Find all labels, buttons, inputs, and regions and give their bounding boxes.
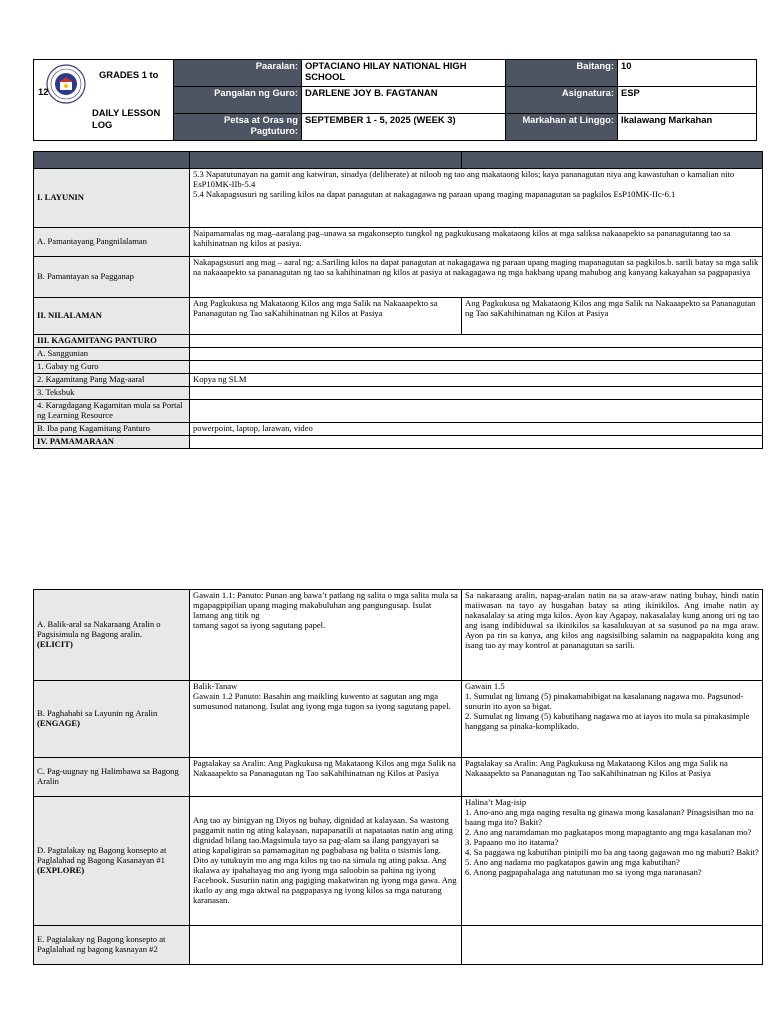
engage-activity-title: Balik-Tanaw: [193, 681, 238, 691]
explore-question-5: 5. Ano ang nadama mo pagkatapos gawin ang mga kabutihan?: [465, 856, 680, 867]
table-row: [34, 335, 763, 348]
elicit-review: Sa nakaraang aralin, napag-aralan natin na sa araw-araw nating buhay, hindi natin maiiwasan na tayo ay husgahan batay sa ating ikinikilos. Ang imahe natin ay nakasalalay sa ating mga kilos. Ayon kay Agapay, nakasalalay kung anong uri ng tao ang isang indibiduwal sa ikinikilos sa kasalukuyan at sa susunod pa na mga araw. Ayon pa rin sa kanya, ang kilos ang nagsisilbing salamin na nagpapakita kung ang isang tao ay may kontrol at pananagutan sa sarili.: [462, 590, 763, 681]
table-row: [34, 347, 763, 360]
engage-task-line-3: 2. Sumulat ng limang (5) kabutihang nagawa mo at iayos ito mula sa pinakasimple: [465, 710, 750, 721]
nilalaman-text-b: Ang Pagkukusa ng Makataong Kilos ang mga Salik na Nakaaapekto sa Pananagutan ng Tao saKahihinatnan ng Kilos at Pasiya: [462, 298, 763, 335]
pangnilalaman-label: A. Pamantayang Pangnilalaman: [34, 228, 190, 257]
layunin-objective-1: 5.3 Napatutunayan na gamit ang katwiran, sinadya (deliberate) at niloob ng tao ang makataong kilos; kaya pananagutan niya ang kawastuhan o kamalian nito EsP10MK-IIb-5.4: [193, 169, 735, 189]
teacher-label: Pangalan ng Guro:: [174, 87, 302, 114]
pangnilalaman-text: Naipamamalas ng mag–aaralang pag–unawa sa mgakonsepto tungkol ng pagkukusang makataong kilos at mga saliksa nakaaapekto sa pananagutanng tao sa kahihinatnan ng kilos at pasiya.: [190, 228, 763, 257]
kagamitang-label: 2. Kagamitang Pang Mag-aaral: [34, 373, 190, 386]
table-row: [34, 435, 763, 448]
layunin-objective-2: 5.4 Nakapagsusuri ng sariling kilos na dapat panagutan at nakagagawa ng paraan upang maging mapanagutan sa pagkilos EsP10MK-IIc-6.1: [193, 188, 676, 199]
engage-activity-text: Gawain 1.2 Panuto: Basahin ang maikling kuwento at sagutan ang mga sumusunod natanong. Isulat ang iyong mga tugon sa iyong sagutang papel.: [193, 690, 451, 711]
layunin-text: [190, 169, 763, 228]
table-row: [34, 797, 763, 926]
gabay-label: 1. Gabay ng Guro: [34, 360, 190, 373]
lesson-table-1: [33, 151, 763, 449]
explore-question-6: 6. Anong pagpapahalaga ang natutunan mo sa iyong mga naranasan?: [465, 866, 702, 877]
explore-text: Ang tao ay binigyan ng Diyos ng buhay, dignidad at kalayaan. Sa wastong paggamit natin ng ating kalayaan, napapanatili at napataatas natin ang ating dignidad bilang tao.Magsimula tayo sa pag-alam sa ilang pangyayari sa ating kapaligiran sa pamamagitan ng pagbabasa ng balita o tsismis lang. Dito ay tutukuyin mo ang mga kilos ng tao na simula ng ating paksa. Ang ikalawa ay ipahahayag mo ang iyong mga saloobin sa pahina ng iyong Facebook. Susuriin natin ang pagiging makatwiran ng iyong mga gawa. Ang ikatlo ay ang mga aktwal na pagpapasya ng iyong kilos sa mga naturang karanasan.: [190, 797, 462, 926]
elicit-activity-line-1: Gawain 1.1: Panuto: Punan ang bawa’t patlang ng salita o mga salita mula sa mgapagpipilian upang maging makabuluhan ang pangungusap. Isulat lamang ang titik ng: [193, 590, 458, 620]
layunin-label: I. LAYUNIN: [34, 169, 190, 228]
elicit-label-text: A. Balik-aral sa Nakaraang Aralin o Pagsisimula ng Bagong aralin.: [37, 619, 161, 640]
elicit-tag: (ELICIT): [37, 638, 73, 649]
elicit-label: [34, 590, 190, 681]
pag-uugnay-text-b: Pagtalakay sa Aralin: Ang Pagkukusa ng Makataong Kilos ang mga Salik na Nakaaapekto sa Pananagutan ng Tao saKahihinatnan ng Kilos at Pasiya: [462, 758, 763, 797]
explore-question-1: 1. Ano-ano ang mga naging resulta ng ginawa mong kasalanan? Pinagsisihan mo na baang mga ito? Bakit?: [465, 806, 754, 827]
table-row: [34, 257, 763, 298]
pag-uugnay-label: C. Pag-uugnay ng Halimbawa sa Bagong Aralin: [34, 758, 190, 797]
table-row: [34, 360, 763, 373]
subject-value: ESP: [618, 87, 757, 114]
grade-value: 10: [618, 60, 757, 87]
engage-task: [462, 681, 763, 758]
grade-label: Baitang:: [506, 60, 618, 87]
grades-number: 12: [38, 86, 49, 97]
teksbuk-label: 3. Teksbuk: [34, 386, 190, 399]
subject-label: Asignatura:: [506, 87, 618, 114]
table-row: [34, 681, 763, 758]
explore-tag: (EXPLORE): [37, 864, 85, 875]
pamamaraan-label: IV. PAMAMARAAN: [34, 435, 190, 448]
iba-value: powerpoint, laptop, larawan, video: [190, 422, 763, 435]
engage-task-line-1: 1. Sumulat ng limang (5) pinakamabibigat na kasalanang nagawa mo. Pagsunod-: [465, 690, 744, 701]
kagamitan-label: III. KAGAMITANG PANTURO: [34, 335, 190, 348]
quarter-value: Ikalawang Markahan: [618, 114, 757, 141]
engage-label-text: B. Paghahabi sa Layunin ng Aralin: [37, 708, 158, 719]
table-row: [34, 169, 763, 228]
engage-task-line-4: hanggang sa pinaka-komplikado.: [465, 720, 579, 731]
pag-uugnay-text-a: Pagtalakay sa Aralin: Ang Pagkukusa ng Makataong Kilos ang mga Salik na Nakaaapekto sa Pananagutan ng Tao saKahihinatnan ng Kilos at Pasiya: [190, 758, 462, 797]
pagganap-label: B. Pamantayan sa Pagganap: [34, 257, 190, 298]
pagganap-text: Nakapagsusuri ang mag – aaral ng: a.Sariling kilos na dapat panagutan at nakagagawa ng paraan upang maging mapanagutan sa pagkilos.b. sarili batay sa mga salik na nakaaapekto sa pananagutan ng tao sa kahihinatnan ng kilos at pasiya at nakagagawa ng mga hakbang upang mahubog ang kanyang kakayahan sa pagpapasiya: [190, 257, 763, 298]
date-label: Petsa at Oras ng Pagtuturo:: [174, 114, 302, 141]
engage-task-title: Gawain 1.5: [465, 681, 505, 691]
table-row: [34, 228, 763, 257]
explore-2-label: E. Pagtalakay ng Bagong konsepto at Paglalahad ng bagong kasnayan #2: [34, 926, 190, 965]
table-row: [34, 926, 763, 965]
table-row: [34, 298, 763, 335]
engage-label: [34, 681, 190, 758]
karagdagang-label: 4. Karagdagang Kagamitan mula sa Portal ng Learning Resource: [34, 399, 190, 422]
explore-label: [34, 797, 190, 926]
explore-question-2: 2. Ano ang naramdaman mo pagkatapos mong mapagtanto ang mga kasalanan mo?: [465, 826, 752, 837]
table-row: [34, 590, 763, 681]
iba-label: B. Iba pang Kagamitang Panturo: [34, 422, 190, 435]
explore-questions: [462, 797, 763, 926]
nilalaman-text-a: Ang Pagkukusa ng Makataong Kilos ang mga Salik na Nakaaapekto sa Pananagutan ng Tao saKahihinatnan ng Kilos at Pasiya: [190, 298, 462, 335]
engage-tag: (ENGAGE): [37, 718, 80, 728]
log-label-line-1: DAILY LESSON: [92, 107, 161, 118]
header-logo-cell: [34, 60, 174, 141]
deped-seal-icon: [46, 64, 86, 104]
grades-label: GRADES 1 to: [99, 69, 159, 80]
engage-task-line-2: sunurin ito ayon sa bigat.: [465, 700, 552, 711]
elicit-activity-line-2: tamang sagot sa iyong sagutang papel.: [193, 619, 326, 630]
teacher-value: DARLENE JOY B. FAGTANAN: [302, 87, 506, 114]
lesson-table-2: [33, 589, 763, 965]
sanggunian-label: A. Sanggunian: [34, 347, 190, 360]
kagamitang-value: Kopya ng SLM: [190, 373, 763, 386]
header-table: [33, 59, 757, 141]
school-value: OPTACIANO HILAY NATIONAL HIGH SCHOOL: [302, 60, 506, 87]
explore-questions-title: Halina’t Mag-isip: [465, 797, 527, 807]
engage-activity: [190, 681, 462, 758]
table-row: [34, 758, 763, 797]
date-value: SEPTEMBER 1 - 5, 2025 (WEEK 3): [302, 114, 506, 141]
log-label-line-2: LOG: [92, 118, 113, 130]
quarter-label: Markahan at Linggo:: [506, 114, 618, 141]
table-row: [34, 399, 763, 422]
nilalaman-label: II. NILALAMAN: [34, 298, 190, 335]
table-header-row: [34, 152, 763, 169]
table-row: [34, 422, 763, 435]
explore-question-3: 3. Papaano mo ito itatama?: [465, 836, 559, 847]
table-row: [34, 386, 763, 399]
table-row: [34, 373, 763, 386]
elicit-activity: [190, 590, 462, 681]
daily-lesson-log-label: [92, 107, 160, 131]
school-label: Paaralan:: [174, 60, 302, 87]
explore-label-text: D. Pagtalakay ng Bagong konsepto at Paglalahad ng Bagong Kasanayan #1: [37, 845, 167, 866]
explore-question-4: 4. Sa paggawa ng kabutihan pinipili mo ba ang taong gagawan mo ng mabuti? Bakit?: [465, 846, 759, 857]
